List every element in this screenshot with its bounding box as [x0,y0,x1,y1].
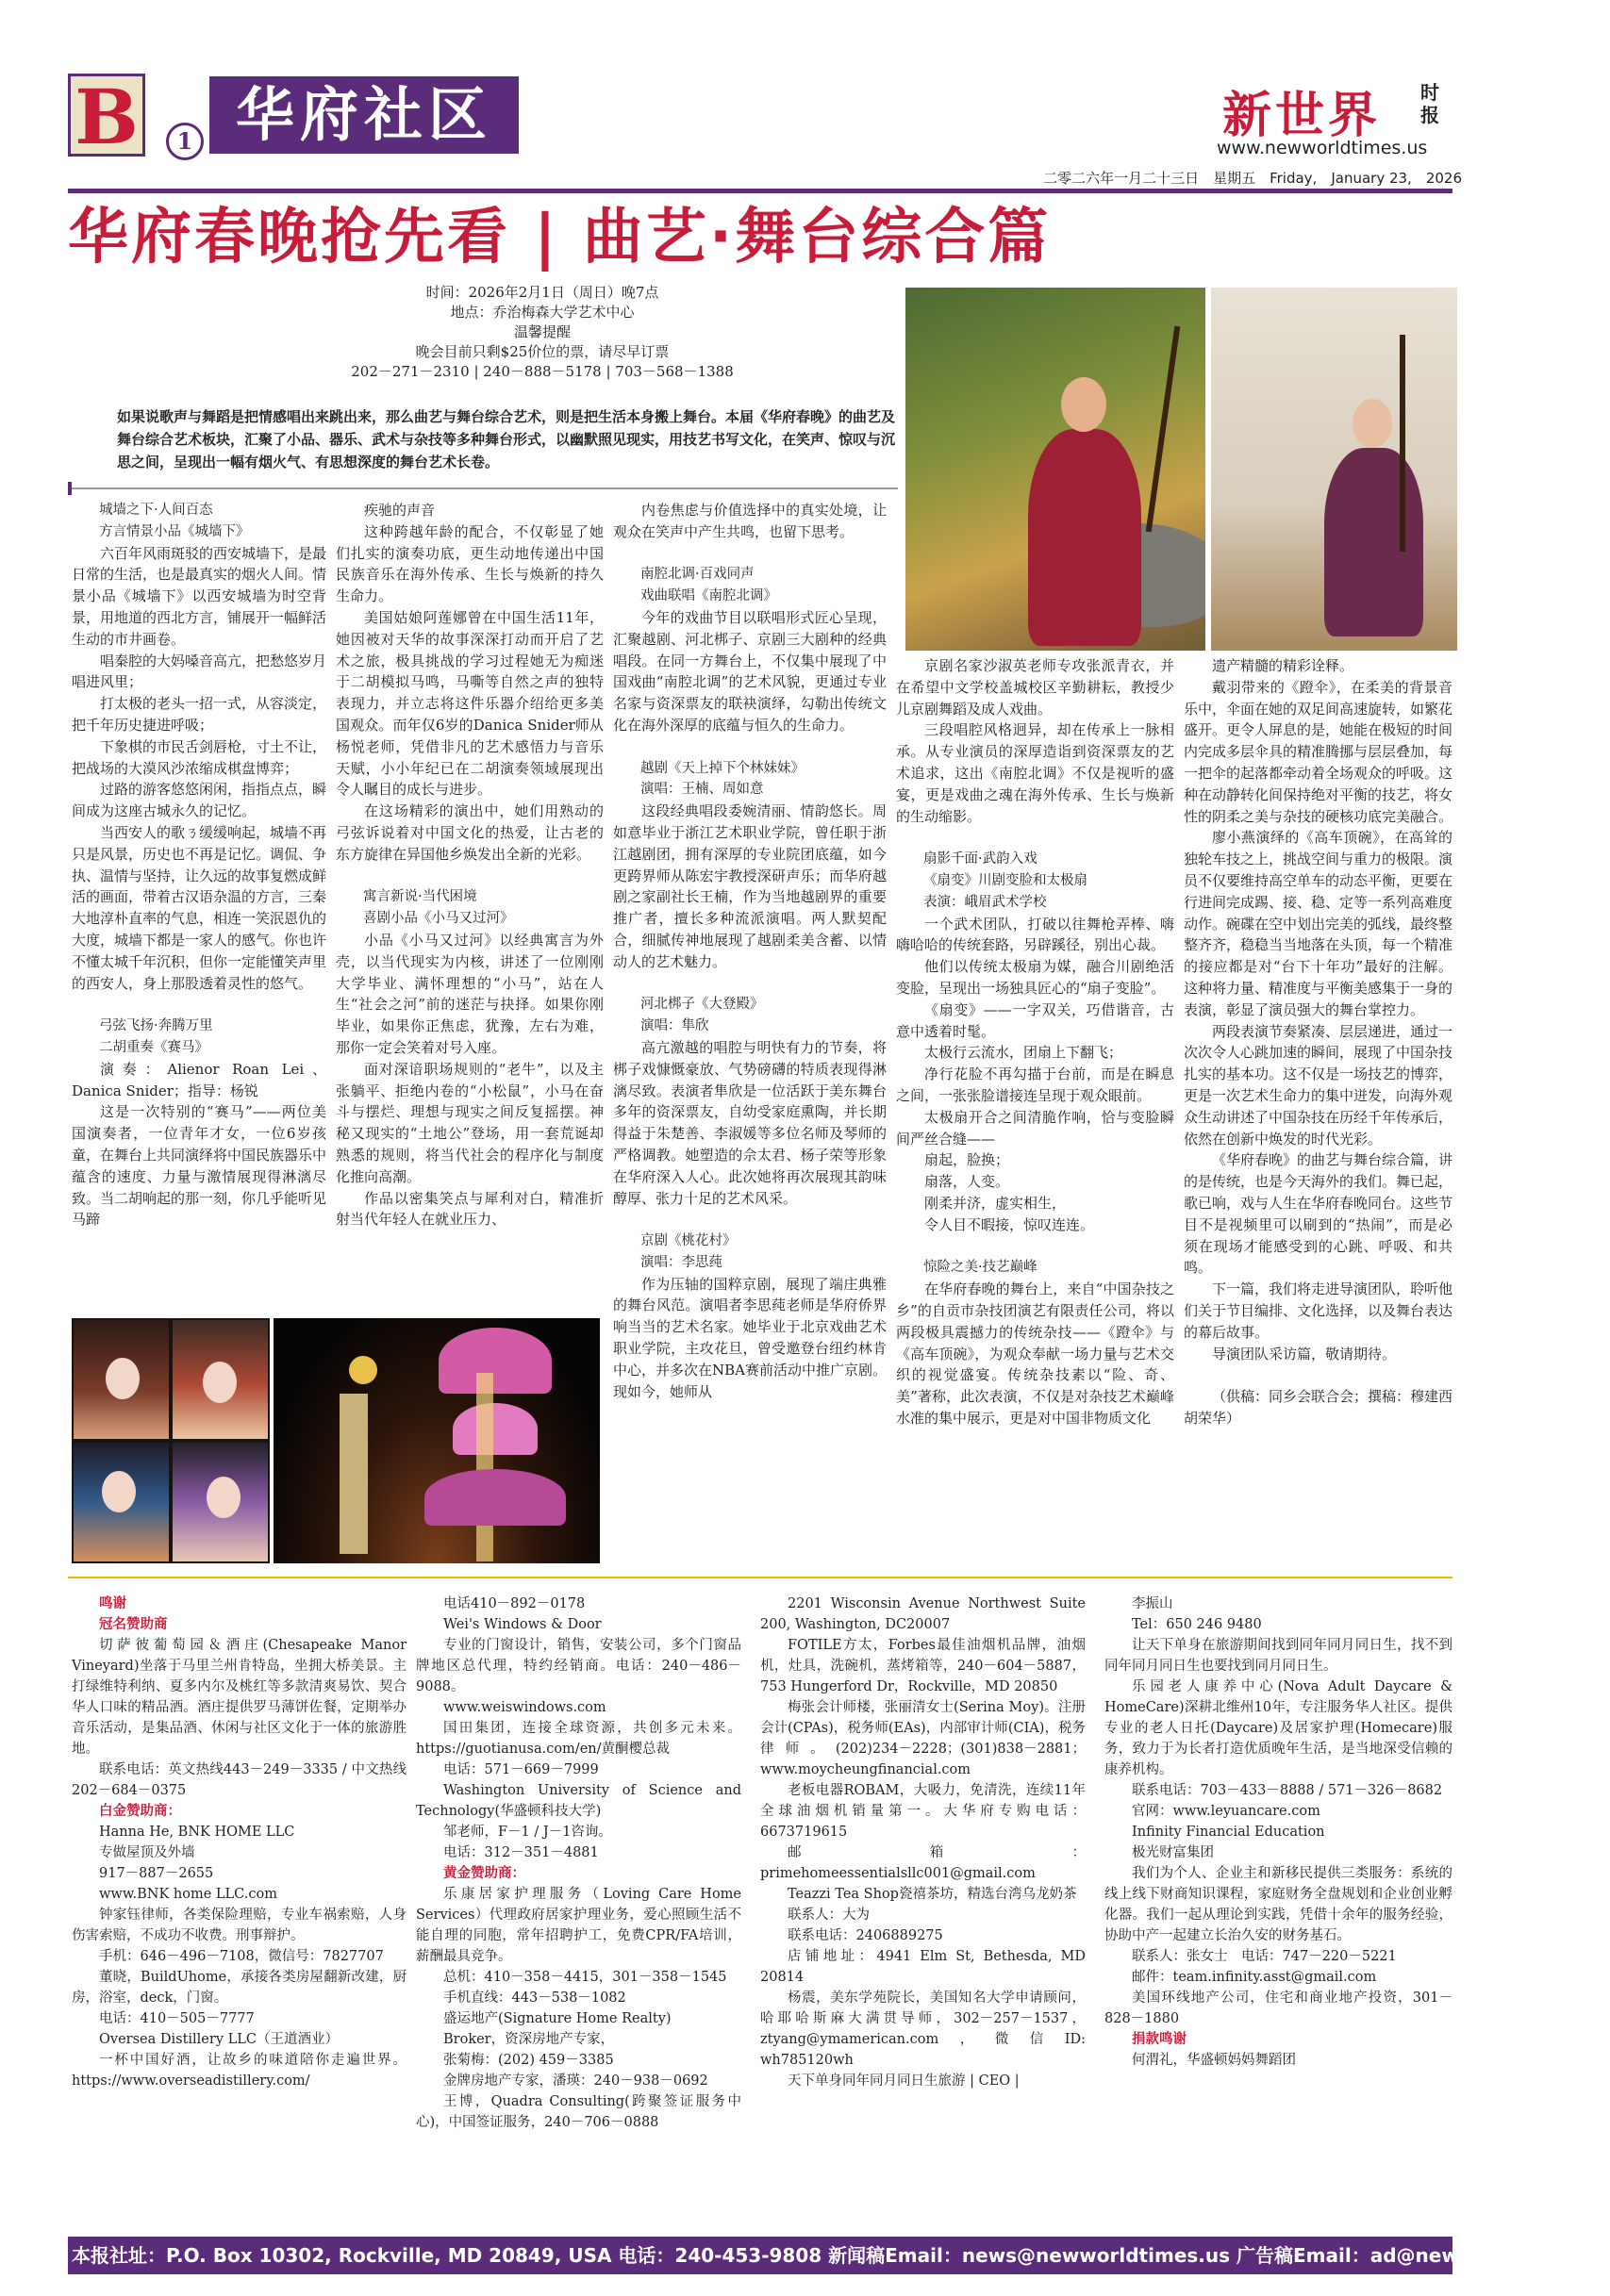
erhu-performers-photo [905,288,1457,651]
subheading: 表演：峨眉武术学校 [923,894,1047,910]
subheading: 黄金赞助商： [443,1865,525,1881]
paragraph: 今年的戏曲节目以联唱形式匠心呈现，汇聚越剧、河北梆子、京剧三大剧种的经典唱段。在同一方舞台上，不仅集中展现了中国戏曲“南腔北调”的艺术风貌，更通过专业名家与资深票友的联袂演绎，勾勒出传统文化在海外深厚的底蕴与恒久的生命力。 [613,608,887,734]
paragraph: 这是一次特别的“赛马”——两位美国演奏者，一位青年才女，一位6岁孩童，在舞台上共同演绎将中国民族器乐中蕴含的速度、力量与激情展现得淋漓尽致。当二胡响起的那一刻，你几乎能听见马蹄 [72,1103,327,1229]
paragraph: 切萨彼葡萄园＆酒庄(Chesapeake Manor Vineyard)坐落于马里兰州肯特岛，坐拥大桥美景。主打绿维特利纳、夏多内尔及桃红等多款清爽易饮、契合华人口味的精品酒。酒庄提供罗马薄饼佐餐，定期举办音乐活动，是集品酒、休闲与社区文化于一体的旅游胜地。 [72,1638,407,1757]
subheading: 寓言新说·当代困境 [363,889,477,905]
subheading: 弓弦飞扬·奔腾万里 [99,1018,213,1034]
headline: 华府春晚抢先看 | 曲艺·舞台综合篇 [68,203,1052,273]
paragraph-gap [896,1236,1174,1258]
paragraph: Washington University of Science and Technology(华盛顿科技大学) [416,1783,741,1819]
subheading: 京剧《桃花村》 [640,1233,737,1249]
paragraph: 2201 Wisconsin Avenue Northwest Suite 200, Washington, DC20007 [760,1596,1086,1632]
subheading: 扇影千面·武韵入戏 [923,851,1037,867]
paragraph: 让天下单身在旅游期间找到同年同月同日生，找不到同年同月同日生也要找到同月同日生。 [1104,1638,1452,1674]
subheading: 冠名赞助商 [99,1616,168,1632]
paragraph-gap [613,543,887,565]
umbrella-icon [424,1469,566,1526]
ticket-phones: 202－271－2310 | 240－888－5178 | 703－568－1388 [351,363,734,380]
opera-face [207,1477,241,1518]
paragraph: 扇落，人变。 [924,1173,1010,1191]
paragraph: 他们以传统太极扇为媒，融合川剧绝活变脸，呈现出一场独具匠心的“扇子变脸”。 [896,958,1174,997]
paragraph-gap [896,827,1174,849]
article-column-3 [613,500,887,1565]
paragraph: 小品《小马又过河》以经典寓言为外壳，以当代现实为内核，讲述了一位刚刚大学毕业、满怀理想的“小马”，站在人生“社会之河”前的迷茫与抉择。如果你刚毕业，如果你正焦虑，犹豫，左右为难，那你一定会笑着对号入座。 [336,931,604,1056]
paragraph: 董晓，BuildUhome，承接各类房屋翻新改建，厨房，浴室，deck，门窗。 [72,1970,407,2006]
paragraph-gap [336,866,604,887]
paragraph-gap [613,1209,887,1231]
sponsor-column-4 [1104,1594,1452,2235]
paragraph: 在这场精彩的演出中，她们用熟动的弓弦诉说着对中国文化的热爱，让古老的东方旋律在异国他乡焕发出全新的光彩。 [336,802,604,863]
brand-suffix: 时报 [1420,81,1439,126]
paragraph: 这段经典唱段委婉清丽、情韵悠长。周如意毕业于浙江艺术职业学院，曾任职于浙江越剧团，拥有深厚的专业院团底蕴，如今更跨界师从陈宏宇教授深研声乐；而华府越剧之家副社长王楠，作为当地越剧界的重要推广者，擅长多种流派演唱。两人默契配合，细腻传神地展现了越剧柔美含蓄、以情动人的艺术魅力。 [613,802,887,970]
paragraph: 邹老师，F－1 / J－1咨询。 [443,1825,612,1840]
paragraph: 太极扇开合之间清脆作响，恰与变脸瞬间严丝合缝—— [896,1108,1174,1148]
sponsor-column-3 [760,1594,1086,2235]
performer-head [1061,377,1106,432]
brand-url[interactable]: www.newworldtimes.us [1217,138,1428,158]
subheading: 戏曲联唱《南腔北调》 [640,588,777,604]
paragraph: 三段唱腔风格迥异，却在传承上一脉相承。从专业演员的深厚造诣到资深票友的艺术追求，这出《南腔北调》不仅是视听的盛宴，更是戏曲之魂在海外传承、生长与焕新的生动缩影。 [896,721,1174,825]
paragraph: 打太极的老头一招一式，从容淡定，把千年历史捷进呼吸； [72,695,327,734]
acrobat-bowl [349,1356,377,1384]
paragraph: 专做屋顶及外墙 [99,1845,195,1860]
paragraph: 联系电话：2406889275 [788,1928,943,1943]
paragraph: 梅张会计师楼，张丽清女士(Serina Moy)。注册会计(CPAs)，税务师(EAs)，内部审计师(CIA)，税务律师。(202)234－2228；(301)838－2881；www.moycheungfinancial.com [760,1700,1086,1777]
subheading: 二胡重奏《赛马》 [99,1039,208,1055]
event-venue: 地点：乔治梅森大学艺术中心 [450,304,635,321]
paragraph: 面对深谙职场规则的“老牛”，以及主张躺平、拒绝内卷的“小松鼠”，小马在奋斗与摆烂、理想与现实之间反复摇摆。神秘又现实的“土地公”登场，用一套荒诞却熟悉的规则，将当代社会的程序化与制度化推向高潮。 [336,1060,604,1185]
paragraph: 乐园老人康养中心(Nova Adult Daycare & HomeCare)深耕北维州10年，专注服务华人社区。提供专业的老人日托(Daycare)及居家护理(Homecare)服务，致力于为长者打造优质晚年生活，是当地深受信赖的康养机构。 [1104,1679,1452,1777]
paragraph: 扇起，脸换； [924,1151,1010,1169]
paragraph-gap [1184,1364,1452,1386]
paragraph: 京剧名家沙淑英老师专攻张派青衣，并在希望中文学校盖城校区辛勤耕耘，教授少儿京剧舞蹈及成人戏曲。 [896,657,1174,718]
paragraph: 专业的门窗设计，销售，安装公司，多个门窗品牌地区总代理，特约经销商。电话：240－486－9088。 [416,1638,741,1694]
paragraph: 电话：410－505－7777 [99,2011,255,2026]
article-column-4 [896,655,1174,1565]
article-column-5 [1184,655,1452,1565]
paragraph-gap [613,973,887,995]
paragraph: 美国环线地产公司，住宅和商业地产投资，301－828－1880 [1104,1990,1452,2026]
paragraph: 杨震，美东学苑院长，美国知名大学申请顾问，哈耶哈斯麻大满贯导师，302－257－1537，ztyang@ymamerican.com，微信ID: wh785120wh [760,1990,1086,2068]
umbrella-icon [439,1328,552,1394]
opera-tile [74,1443,169,1561]
paragraph: 手机直线：443－538－1082 [443,1990,626,2006]
reminder-text: 晚会目前只剩$25价位的票，请尽早订票 [415,343,670,360]
paragraph: 何渭礼，华盛顿妈妈舞蹈团 [1132,2053,1296,2068]
acrobat-stack [340,1394,368,1554]
paragraph-gap [72,994,326,1016]
brand-logo: 新世界 [1222,87,1382,144]
paragraph: 极光财富集团 [1132,1845,1214,1860]
paragraph: 《扇变》——一字双关，巧借谐音，古意中透着时髦。 [896,1000,1174,1040]
paragraph: 李振山 [1132,1596,1173,1611]
performer-dress-red [1028,429,1141,646]
paragraph: 金牌房地产专家，潘瑛：240－938－0692 [443,2073,708,2089]
paragraph: 张菊梅：(202) 459－3385 [443,2053,614,2068]
subheading: 演唱：王楠、周如意 [640,782,764,798]
paragraph: 净行花脸不再勾描于台前，而是在瞬息之间，一张张脸谱接连呈现于观众眼前。 [896,1065,1174,1104]
performer-head [1353,399,1392,448]
subheading: 捐款鸣谢 [1132,2031,1187,2047]
subheading: 白金赞助商： [99,1803,181,1819]
paragraph: 乐康居家护理服务（Loving Care Home Services）代理政府居家护理业务，爱心照顾生活不能自理的同胞，常年招聘护工，免费CPR/FA培训，薪酬最具竞争。 [416,1887,741,1964]
sponsor-column-2 [416,1594,741,2235]
opera-face [106,1358,140,1399]
paragraph: 一个武术团队，打破以往舞枪弄棒、嗨嗨哈哈的传统套路，另辟蹊径，别出心裁。 [896,915,1174,954]
paragraph: 我们为个人、企业主和新移民提供三类服务：系统的线上线下财商知识课程，家庭财务全盘规划和企业创业孵化器。我们一起从理论到实践，凭借十余年的服务经验，协助中产一起建立长治久安的财务基石。 [1104,1866,1452,1943]
paragraph: 邮件：team.infinity.asst@gmail.com [1132,1970,1377,1985]
subheading: 《扇变》川剧变脸和太极扇 [923,872,1087,888]
performer-dress-purple [1324,448,1423,636]
issue-date: 二零二六年一月二十三日 星期五 Friday, January 23, 2026 [1043,170,1462,187]
paragraph: 总机：410－358－4415，301－358－1545 [443,1970,727,1985]
erhu-icon [1146,326,1181,533]
opera-tile [173,1320,268,1439]
paragraph: 手机：646－496－7108，微信号：7827707 [99,1949,384,1964]
top-rule [68,189,1452,193]
subheading: 演唱：隼欣 [640,1018,709,1034]
paragraph: Hanna He, BNK HOME LLC [99,1825,295,1840]
paragraph: 唱秦腔的大妈嗓音高亢，把愁悠岁月唱进风里； [72,652,327,691]
acrobatics-photo [274,1318,600,1563]
paragraph: 疾驰的声音 [364,502,436,519]
paragraph: 下一篇，我们将走进导演团队，聆听他们关于节目编排、文化选择，以及舞台表达的幕后故事。 [1184,1280,1453,1341]
paragraph: Tel：650 246 9480 [1132,1617,1262,1632]
section-letter: B [68,74,145,157]
paragraph: 美国姑娘阿莲娜曾在中国生活11年，她因被对天华的故事深深打动而开启了艺术之旅，极具挑战的学习过程她无为痴迷于二胡模拟马鸣，马嘶等自然之声的独特表现力，并立志将这件乐器介绍给更多美国观众。而年仅6岁的Danica Snider师从杨悦老师，凭借非凡的艺术感悟力与音乐天赋，小小年纪已在二胡演奏领域展现出令人瞩目的成长与进步。 [336,608,604,799]
subheading: 惊险之美·技艺巅峰 [923,1260,1037,1276]
paragraph: 联系电话：英文热线443－249－3335 / 中文热线 202－684－0375 [72,1762,407,1798]
masthead [0,0,1519,189]
paragraph: 盛运地产(Signature Home Realty) [443,2011,672,2026]
paragraph: 当西安人的歌ㄋ缓缓响起，城墙不再只是风景，历史也不再是记忆。调侃、争执、温情与坚持，让久远的故事复燃成鲜活的画面，带着古汉语杂温的方言，三秦大地淳朴直率的气息，相连一笑泯恩仇的大度，城墙下都是一家人的感气。你也许不懂太城千年沉积，但你一定能懂笑声里的西安人，身上那股透着灵性的悠气。 [72,823,327,992]
sponsor-column-1 [72,1594,407,2235]
intro-rule-marker [68,482,72,495]
paragraph: 联系电话：703－433－8888 / 571－326－8682 [1132,1783,1443,1798]
section-name: 华府社区 [209,76,519,154]
subheading: 河北梆子《大登殿》 [640,997,764,1013]
paragraph: 这种跨越年龄的配合，不仅彰显了她们扎实的演奏功底，更生动地传递出中国民族音乐在海外传承、生长与焕新的持久生命力。 [336,522,604,605]
subheading: 越剧《天上掉下个林妹妹》 [640,760,805,776]
paragraph: 联系人：张女士 电话：747－220－5221 [1132,1949,1397,1964]
subheading: 南腔北调·百戏同声 [640,567,755,583]
paragraph: www.weiswindows.com [443,1700,606,1715]
opera-face [102,1471,136,1512]
paragraph: 王博，Quadra Consulting(跨聚签证服务中心)，中国签证服务，240－706－0888 [416,2094,741,2130]
paragraph: 演奏：Alienor Roan Lei、Danica Snider；指导：杨锐 [72,1060,326,1099]
paragraph: 内卷焦虑与价值选择中的真实处境，让观众在笑声中产生共鸣，也留下思考。 [613,502,887,540]
opera-face [203,1362,237,1403]
umbrella-icon [453,1403,538,1455]
paragraph: Oversea Distillery LLC（王道酒业） [99,2032,339,2047]
opera-collage-photo [72,1318,270,1563]
paragraph: 下象棋的市民舌剑唇枪，寸土不让，把战场的大漠风沙浓缩成棋盘博弈； [72,737,327,777]
paragraph: 太极行云流水，团扇上下翻飞； [924,1044,1123,1062]
paragraph: 电话：312－351－4881 [443,1845,599,1860]
erhu-icon [1400,335,1405,552]
performer-silhouette [476,1373,493,1561]
intro-rule [68,487,898,489]
paragraph: 官网：www.leyuancare.com [1132,1804,1320,1819]
subheading: 喜剧小品《小马又过河》 [363,911,514,927]
reminder-title: 温馨提醒 [513,323,571,340]
paragraph: 电话410－892－0178 [443,1596,586,1611]
paragraph: 《华府春晚》的曲艺与舞台综合篇，讲的是传统，也是今天海外的我们。舞已起，歌已响，戏与人生在华府春晚同台。这些节目不是视频里可以刷到的“热闹”，而是必须在现场才能感受到的心跳、呼吸、和共鸣。 [1184,1151,1453,1277]
opera-tile [74,1320,169,1439]
paragraph: 老板电器ROBAM，大吸力，免清洗，连续11年全球油烟机销量第一。大华府专购电话：6673719615 [760,1783,1086,1840]
paragraph: 钟家钰律师，各类保险理赔，专业车祸索赔，人身伤害索赔，不成功不收费。刑事辩护。 [72,1908,407,1943]
paragraph: Infinity Financial Education [1132,1825,1325,1840]
footer-contact-bar: 本报社址：P.O. Box 10302, Rockville, MD 20849, USA 电话：240-453-9808 新闻稿Email：news@newworldtimes.us 广告稿Email：ad@newworldtimes.us [68,2237,1452,2274]
paragraph: 高亢激越的唱腔与明快有力的节奏，将梆子戏慷慨豪放、气势磅礴的特质表现得淋漓尽致。表演者隼欣是一位活跃于美东舞台多年的资深票友，自幼受家庭熏陶，并长期得益于朱楚善、李淑媛等多位名师及琴师的严格调教。她塑造的佘太君、杨子荣等形象在华府深入人心。此次她将再次展现其韵味醇厚、张力十足的艺术风采。 [613,1038,887,1207]
section-number: 1 [166,123,204,160]
event-time: 时间：2026年2月1日（周日）晚7点 [425,284,659,301]
article-intro: 如果说歌声与舞蹈是把情感唱出来跳出来，那么曲艺与舞台综合艺术，则是把生活本身搬上舞台。本届《华府春晚》的曲艺及舞台综合艺术板块，汇聚了小品、器乐、武术与杂技等多种舞台形式，以幽默照见现实，用技艺书写文化，在笑声、惊叹与沉思之间，呈现出一幅有烟火气、有思想深度的舞台艺术长卷。 [117,408,896,471]
newspaper-brand [1188,75,1471,160]
paragraph: Teazzi Tea Shop瓷禧茶坊，精选台湾乌龙奶茶 [788,1887,1077,1902]
paragraph: 廖小燕演绎的《高车顶碗》，在高耸的独轮车技之上，挑战空间与重力的极限。演员不仅要维持高空单车的动态平衡，更要在行进间完成踢、接、稳、定等一系列高难度动作。碗碟在空中划出完美的弧线，最终整整齐齐，稳稳当当地落在头顶，每一个精准的接应都是对“台下十年功”最好的注解。这种将力量、精准度与平衡美感集于一身的表演，彰显了演员强大的舞台掌控力。 [1184,829,1453,1018]
paragraph: FOTILE方太，Forbes最佳油烟机品牌，油烟机，灶具，洗碗机，蒸烤箱等，240－604－5887，753 Hungerford Dr，Rockville，MD 20850 [760,1638,1086,1694]
section-rule [68,1577,1452,1578]
subheading: 方言情景小品《城墙下》 [99,523,250,539]
paragraph: 刚柔并济，虚实相生， [924,1194,1067,1212]
paragraph: 一杯中国好酒，让故乡的味道陪你走遍世界。https://www.overseadistillery.com/ [72,2053,407,2089]
paragraph: 作品以密集笑点与犀利对白，精准折射当代年轻人在就业压力、 [336,1189,604,1229]
paragraph: 天下单身同年同月同日生旅游 | CEO | [788,2073,1020,2089]
paragraph: 令人目不暇接，惊叹连连。 [924,1215,1095,1233]
section-badge [68,73,519,161]
paragraph: 店铺地址：4941 Elm St, Bethesda, MD 20814 [760,1949,1086,1985]
paragraph: 戴羽带来的《蹬伞》，在柔美的背景音乐中，伞面在她的双足间高速旋转，如繁花盛开。更令人屏息的是，她能在极短的时间内完成多层伞具的精准腾挪与层层叠加，每一把伞的起落都牵动着全场观众的呼吸。这种在动静转化间保持绝对平衡的技艺，将女性的阴柔之美与杂技的硬核功底完美融合。 [1184,678,1453,825]
paragraph: 联系人：大为 [788,1908,870,1923]
opera-tile [173,1443,268,1561]
paragraph: 两段表演节奏紧凑、层层递进，通过一次次令人心跳加速的瞬间，展现了中国杂技扎实的基本功。这不仅是一场技艺的博弈，更是一次艺术生命力的集中迸发，向海外观众生动讲述了中国杂技在历经千年传承后，依然在创新中焕发的时代光彩。 [1184,1022,1453,1148]
paragraph: 国田集团，连接全球资源，共创多元未来。https://guotianusa.com/en/黄酮樱总裁 [416,1721,741,1757]
paragraph: 在华府春晚的舞台上，来自“中国杂技之乡”的自贡市杂技团演艺有限责任公司，将以两段极具震撼力的传统杂技——《蹬伞》与《高车顶碗》，为观众奉献一场力量与艺术交织的视觉盛宴。传统杂技素以“险、奇、美”著称，此次表演，不仅是对杂技艺术巅峰水准的集中展示，更是对中国非物质文化 [896,1280,1174,1427]
paragraph: 遗产精髓的精彩诠释。 [1212,657,1354,674]
subheading: 演唱：李思莼 [640,1254,722,1270]
paragraph-gap [613,736,887,758]
paragraph: Wei's Windows & Door [443,1617,602,1632]
article-column-2 [336,500,604,1311]
article-column-1 [72,500,326,1311]
paragraph: 邮箱：primehomeessentialsllc001@gmail.com [760,1845,1086,1881]
subheading: 鸣谢 [99,1595,126,1611]
paragraph: 导演团队采访篇，敬请期待。 [1212,1345,1397,1363]
event-info [217,283,868,382]
paragraph: 电话：571－669－7999 [443,1762,599,1777]
subheading: 城墙之下·人间百态 [99,503,213,518]
photo-right-panel [1211,288,1457,651]
paragraph: 作为压轴的国粹京剧，展现了端庄典雅的舞台风范。演唱者李思莼老师是华府侨界响当当的艺术名家。她毕业于北京戏曲艺术职业学院，主攻花旦，曾受邀登台纽约林肯中心，并多次在NBA赛前活动中推广京剧。现如今，她师从 [613,1275,887,1400]
paragraph: （供稿：同乡会联合会；撰稿：穆建西 胡荣华） [1184,1388,1453,1427]
paragraph: 六百年风雨斑驳的西安城墙下，是最日常的生活，也是最真实的烟火人间。情景小品《城墙下》以西安城墙为时空背景，用地道的西北方言，铺展开一幅鲜活生动的市井画卷。 [72,544,327,648]
paragraph: Broker，资深房地产专家， [443,2032,615,2047]
paragraph: 917－887－2655 [99,1866,214,1881]
paragraph: 过路的游客悠悠闲闲，指指点点，瞬间成为这座古城永久的记忆。 [72,781,327,820]
paragraph: www.BNK home LLC.com [99,1887,277,1902]
